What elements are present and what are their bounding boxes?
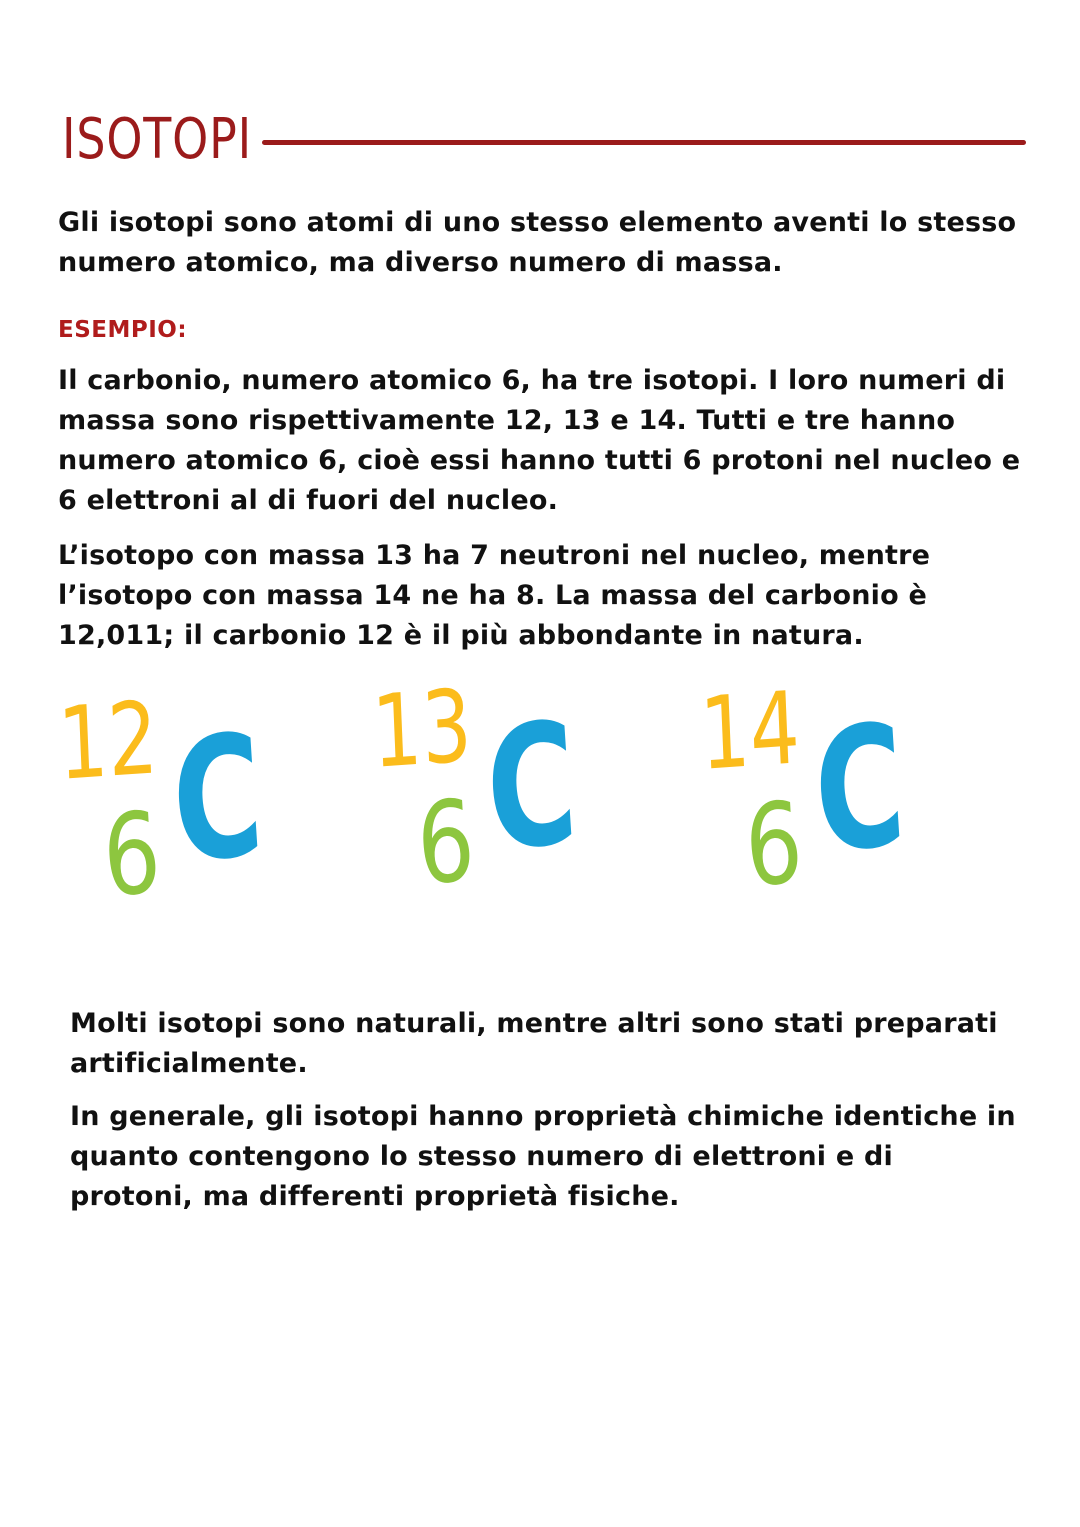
element-symbol: C (481, 684, 582, 891)
example-label: ESEMPIO: (58, 317, 188, 343)
page-title: ISOTOPI (62, 107, 253, 172)
atomic-number: 6 (413, 776, 478, 911)
atomic-number: 6 (741, 778, 806, 913)
mass-number: 14 (697, 669, 802, 793)
atomic-number: 6 (99, 788, 164, 923)
mass-number: 12 (55, 679, 160, 803)
isotope-notation-carbon-13 (369, 667, 590, 928)
example-paragraph-carbon: Il carbonio, numero atomico 6, ha tre isotopi. I loro numeri di massa sono rispettivamente 12, 13 e 14. Tutti e tre hanno numero atomico 6, cioè essi hanno tutti 6 protoni nel nucleo e 6 elettroni al di fuori del nucleo. (58, 365, 1021, 516)
definition-paragraph: Gli isotopi sono atomi di uno stesso elemento aventi lo stesso numero atomico, ma diverso numero di massa. (58, 207, 1017, 278)
element-symbol: C (809, 686, 910, 893)
mass-number: 13 (369, 667, 474, 791)
page-header (62, 108, 1026, 178)
title-underline-rule (262, 140, 1026, 145)
isotope-notation-carbon-12 (55, 679, 276, 940)
example-paragraph-neutrons: L’isotopo con massa 13 ha 7 neutroni nel nucleo, mentre l’isotopo con massa 14 ne ha 8. La massa del carbonio è 12,011; il carbonio 12 è il più abbondante in natura. (58, 540, 931, 651)
isotope-notation-carbon-14 (697, 669, 918, 930)
closing-paragraph-natural: Molti isotopi sono naturali, mentre altri sono stati preparati artificialmente. (70, 1008, 998, 1079)
closing-paragraph-properties: In generale, gli isotopi hanno proprietà chimiche identiche in quanto contengono lo stesso numero di elettroni e di protoni, ma differenti proprietà fisiche. (70, 1101, 1016, 1212)
element-symbol: C (167, 696, 268, 903)
